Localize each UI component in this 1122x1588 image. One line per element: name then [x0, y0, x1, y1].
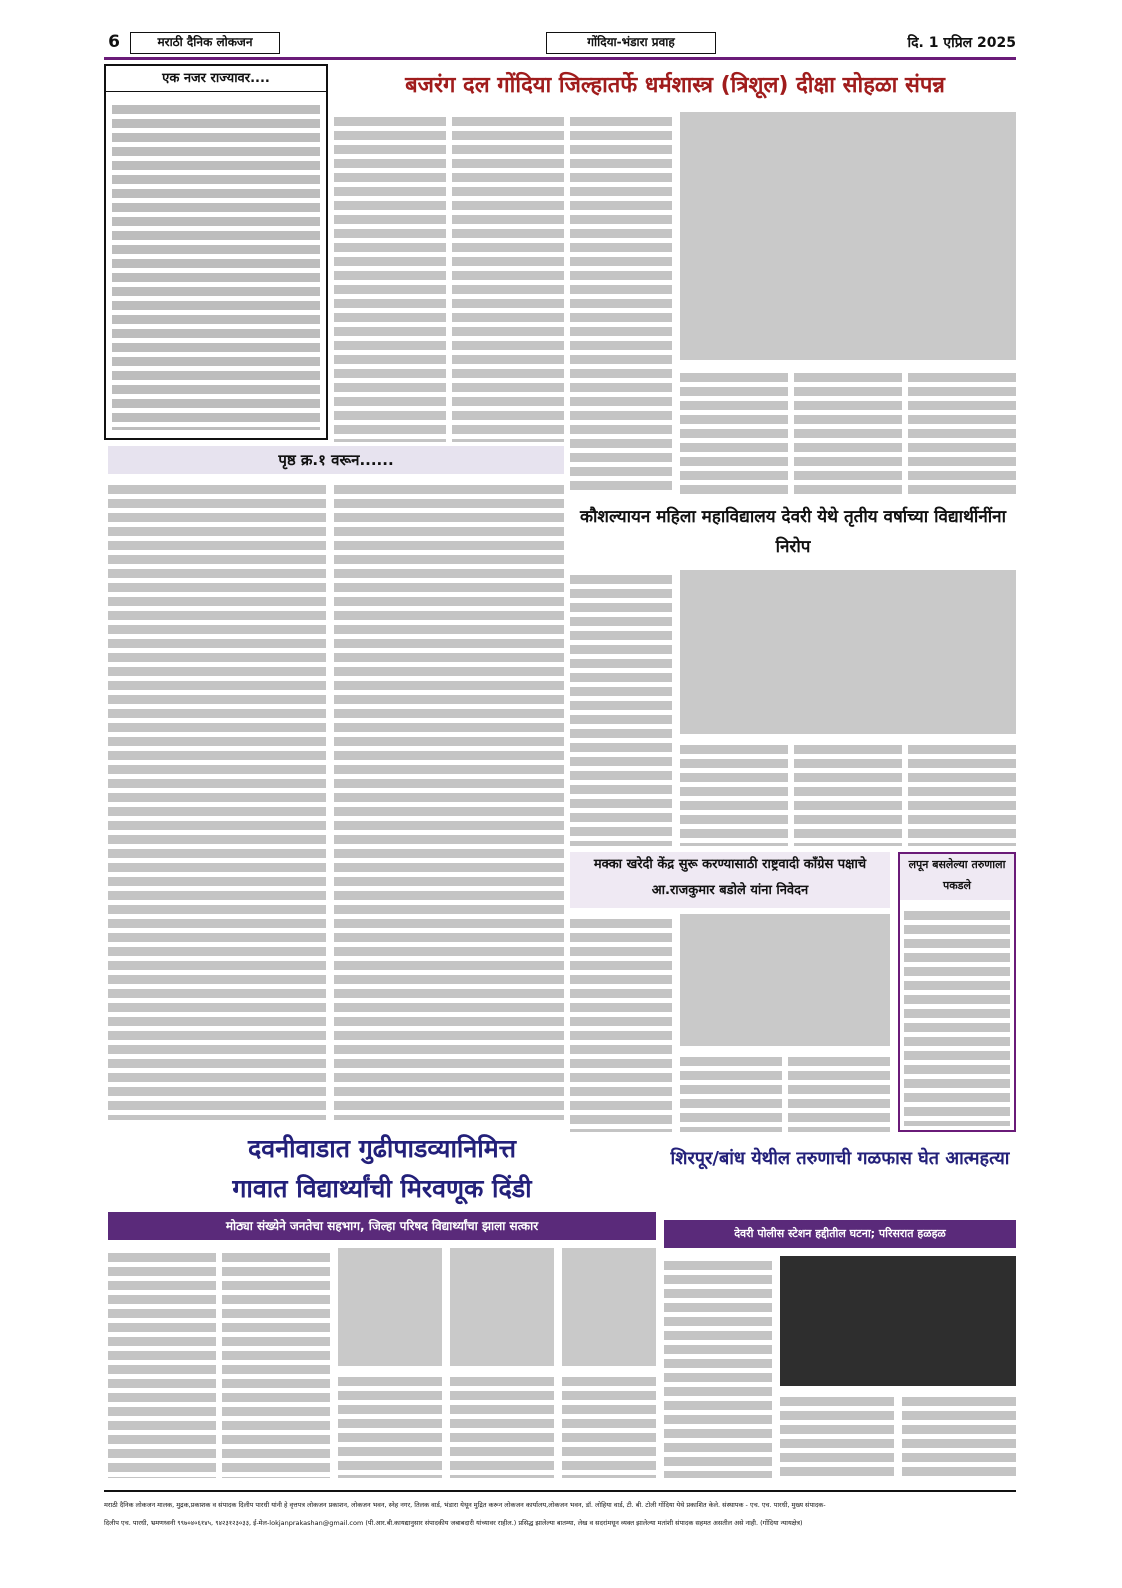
gudi-photo [338, 1248, 442, 1366]
college-story-column [794, 740, 902, 846]
gudi-story-column [562, 1372, 656, 1478]
continued-column [334, 480, 564, 1120]
section-label: गोंदिया-भंडारा प्रवाह [546, 32, 716, 54]
college-story-column [570, 570, 672, 846]
gudi-headline-line1: दवनीवाडात गुढीपाडव्यानिमित्त [248, 1134, 516, 1163]
suicide-story-column [780, 1392, 894, 1478]
main-story-column [908, 368, 1016, 496]
suicide-story-column [664, 1256, 772, 1478]
main-story-column [452, 112, 564, 442]
masthead [104, 28, 1016, 60]
page-number: 6 [108, 32, 120, 52]
arrest-headline: लपून बसलेल्या तरुणाला पकडले [900, 854, 1014, 900]
imprint-footer [104, 1490, 1016, 1534]
main-headline: बजरंग दल गोंदिया जिल्हातर्फे धर्मशास्त्र (त्रिशूल) दीक्षा सोहळा संपन्न [405, 73, 945, 98]
ncp-story-column [788, 1052, 890, 1132]
main-story-column [794, 368, 902, 496]
college-story-column [680, 740, 788, 846]
imprint-line-1: मराठी दैनिक लोकजन मालक, मुद्रक,प्रकाशक व संपादक दिलीप पारधी यांनी हे वृत्तपत्र लोकजन प्रकाशन, लोकजन भवन, स्नेह नगर, तिलक वार्ड, भंडारा येथून मुद्रित करून लोकजन कार्यालय,लोकजन भवन, डॉ. लोहिया वार्ड, टी. बी. टोली गोंदिया येथे प्रकाशित केले. संस्थापक - एच. एच. पारधी, मुख्य संपादक- [104, 1501, 826, 1509]
gudi-story-column [450, 1372, 554, 1478]
college-story-column [908, 740, 1016, 846]
imprint-line-2: दिलीप एच. पारधी, भ्रमणध्वनी ९९७०४०६१४५, ९४२३१२३०३३, ई-मेल-lokjanprakashan@gmail.com (पी.आर.बी.कायद्यानुसार संपादकीय जबाबदारी यांच्यावर राहील.) प्रसिद्ध झालेल्या बातम्या, लेख व सदरांमधून व्यक्त झालेल्या मतांशी संपादक सहमत असतील असे नाही. (गोंदिया न्यायक्षेत्र) [104, 1519, 803, 1527]
continued-column [108, 480, 326, 1120]
suicide-headline: शिरपूर/बांध येथील तरुणाची गळफास घेत आत्महत्या [670, 1148, 1010, 1169]
gudi-subheadline: मोठ्या संख्येने जनतेचा सहभाग, जिल्हा परिषद विद्यार्थ्यांचा झाला सत्कार [108, 1212, 656, 1240]
ncp-story-column [570, 914, 672, 1132]
state-news-heading: एक नजर राज्यावर.... [106, 66, 326, 92]
suicide-story-column [902, 1392, 1016, 1478]
state-news-text-block [112, 100, 320, 430]
gudi-story-column [222, 1248, 330, 1478]
suicide-subheadline: देवरी पोलीस स्टेशन हद्दीतील घटना; परिसरात हळहळ [664, 1220, 1016, 1248]
arrest-text-block [904, 906, 1010, 1126]
gudi-headline-line2: गावात विद्यार्थ्यांची मिरवणूक दिंडी [232, 1174, 532, 1203]
gudi-story-column [108, 1248, 216, 1478]
ncp-headline: मक्का खरेदी केंद्र सुरू करण्यासाठी राष्ट्रवादी काँग्रेस पक्षाचे आ.राजकुमार बडोले यांना निवेदन [570, 852, 890, 908]
issue-date: दि. 1 एप्रिल 2025 [907, 35, 1016, 51]
gudi-photo [450, 1248, 554, 1366]
arrest-box [898, 852, 1016, 1132]
college-photo [680, 570, 1016, 734]
ncp-photo [680, 914, 890, 1046]
state-news-box [104, 64, 328, 440]
gudi-story-column [338, 1372, 442, 1478]
main-story-column [570, 112, 672, 494]
college-headline: कौशल्यायन महिला महाविद्यालय देवरी येथे तृतीय वर्षाच्या विद्यार्थीनींना निरोप [579, 507, 1007, 557]
suicide-photo [780, 1256, 1016, 1386]
main-story-column [334, 112, 446, 442]
paper-name-label: मराठी दैनिक लोकजन [130, 32, 280, 54]
main-story-column [680, 368, 788, 496]
gudi-photo [562, 1248, 656, 1366]
ncp-story-column [680, 1052, 782, 1132]
main-story-photo [680, 112, 1016, 360]
continued-heading: पृष्ठ क्र.१ वरून...... [108, 446, 564, 474]
